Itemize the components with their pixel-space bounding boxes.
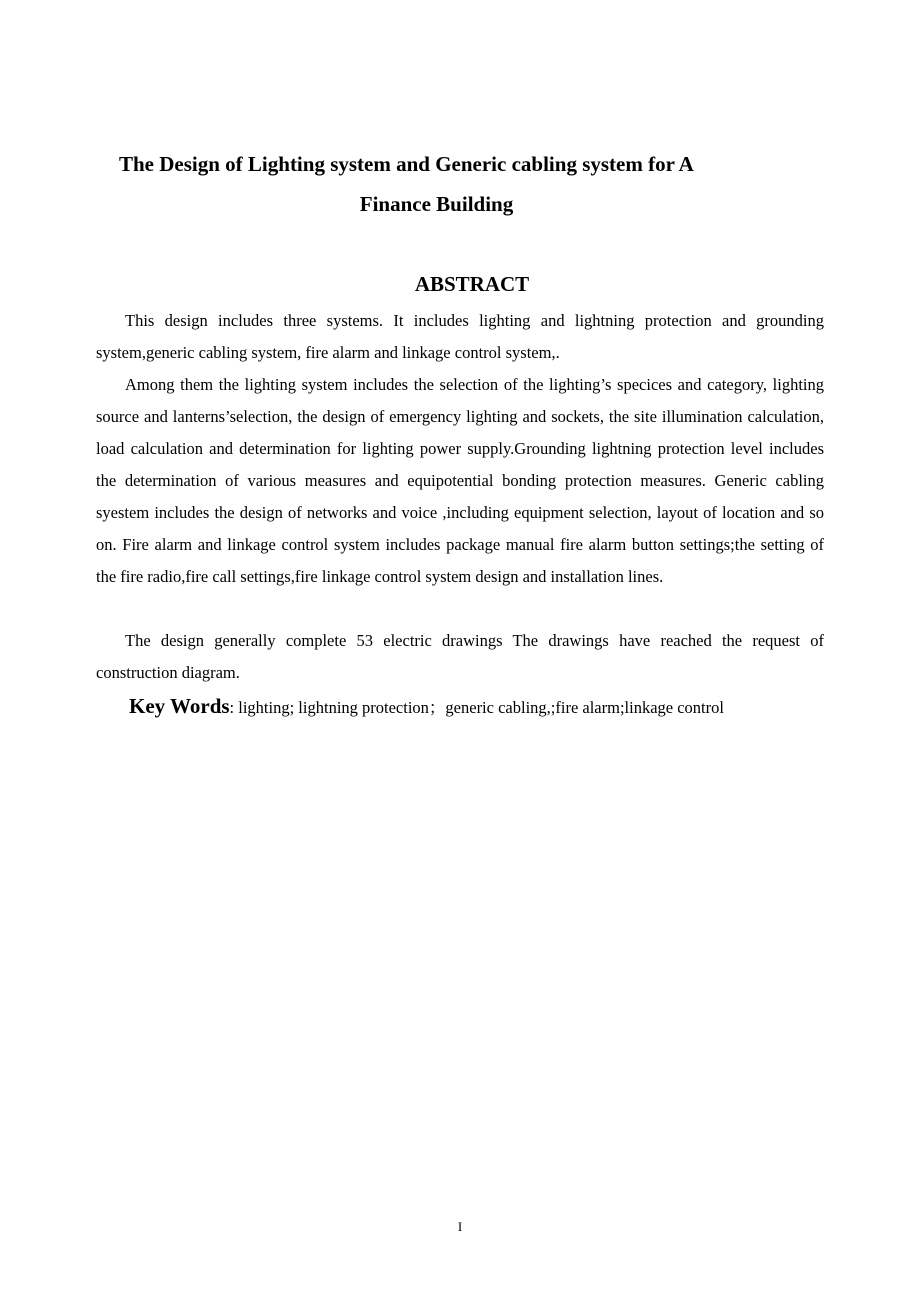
document-title-line-1: The Design of Lighting system and Generic cabling system for A [119,152,694,176]
abstract-paragraph-2: Among them the lighting system includes the selection of the lighting’s specices and category, lighting source and lanterns’selection, the design of emergency lighting and sockets, the site illumination calculation, load calculation and determination for lighting power supply.Grounding lightning protection level includes the determination of various measures and equipotential bonding protection measures. Generic cabling syestem includes the design of networks and voice ,including equipment selection, layout of location and so on. Fire alarm and linkage control system includes package manual fire alarm button settings;the setting of the fire radio,fire call settings,fire linkage control system design and installation lines. [96,375,824,586]
abstract-heading: ABSTRACT [414,272,530,296]
keywords-text: lighting; lightning protection；generic cabling,;fire alarm;linkage control [238,698,724,717]
keywords-separator: : [229,698,239,717]
document-title-line-2: Finance Building [359,192,514,216]
keywords-label: Key Words [129,694,230,718]
keywords-line [129,690,724,724]
page-number: I [457,1219,463,1234]
abstract-paragraph-3: The design generally complete 53 electric drawings The drawings have reached the request of construction diagram. [96,631,824,682]
abstract-paragraph-1: This design includes three systems. It includes lighting and lightning protection and grounding system,generic cabling system, fire alarm and linkage control system,. [96,311,824,362]
